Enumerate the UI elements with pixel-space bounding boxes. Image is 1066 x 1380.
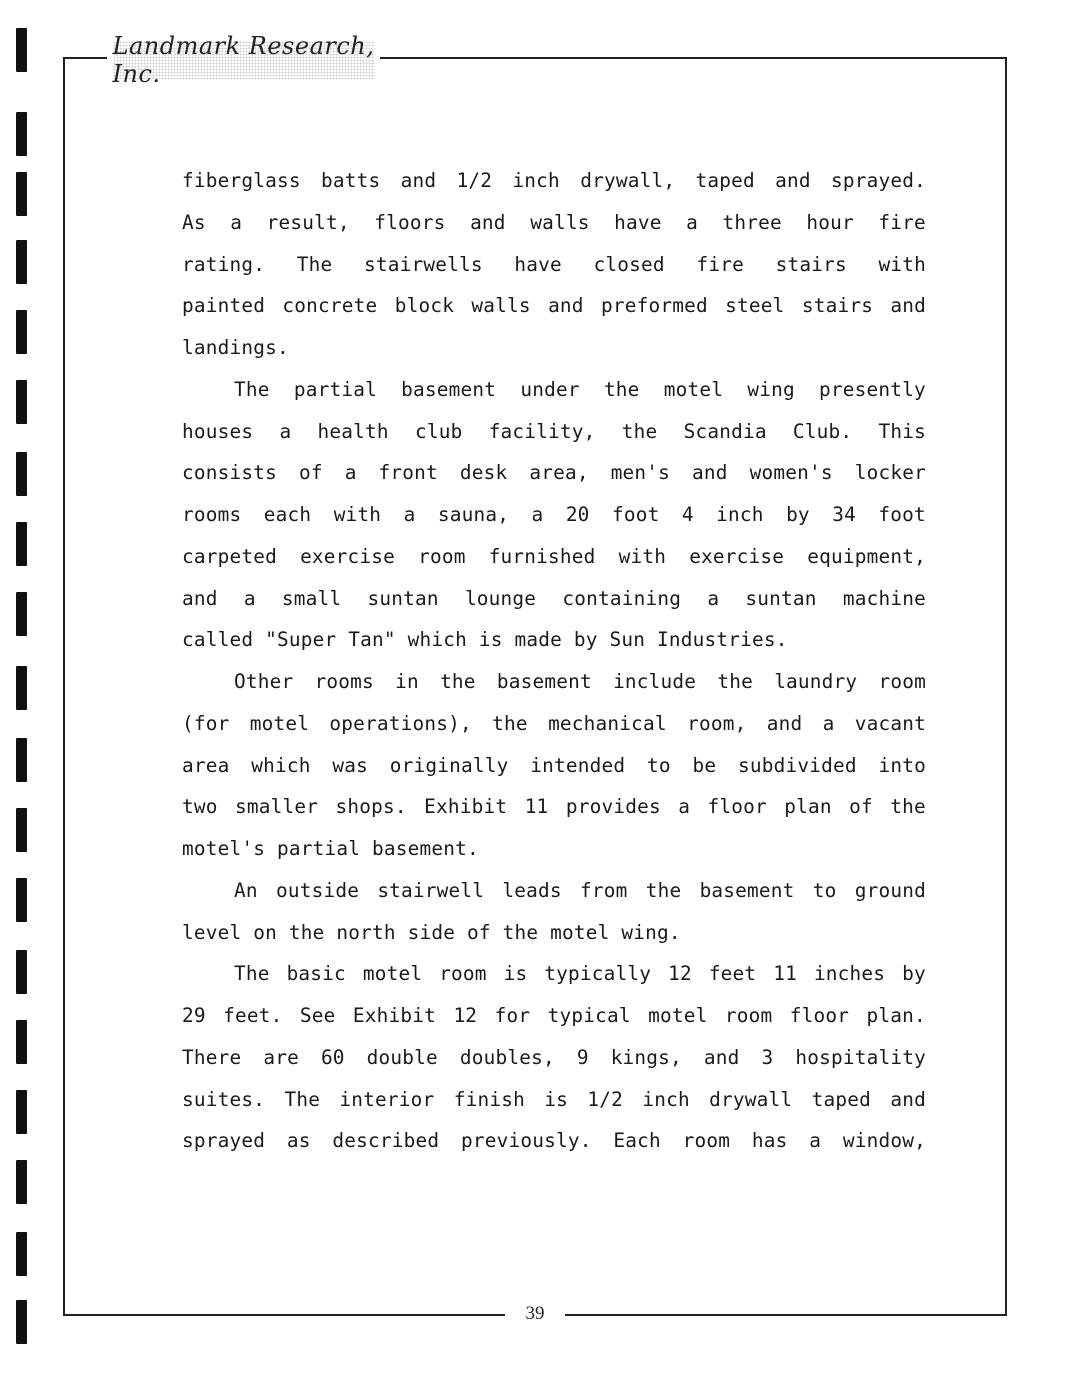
word: interior xyxy=(339,1087,435,1111)
word: 4 xyxy=(681,503,694,526)
word: room xyxy=(418,544,466,568)
word: locker xyxy=(854,461,926,485)
word: laundry xyxy=(774,670,858,693)
word: rooms xyxy=(314,670,374,693)
text-line xyxy=(182,995,926,1037)
word: foot xyxy=(878,503,926,526)
word: which xyxy=(251,753,311,777)
word: inch xyxy=(716,503,764,526)
word: There xyxy=(182,1045,242,1069)
word: club xyxy=(414,419,463,443)
word: be xyxy=(692,753,717,777)
binding-hole xyxy=(16,1232,27,1276)
letterhead xyxy=(107,32,380,88)
word: by xyxy=(902,962,926,986)
word: 1/2 xyxy=(587,1087,624,1111)
word: has xyxy=(751,1129,788,1153)
word: front xyxy=(378,461,438,485)
binding-hole xyxy=(16,950,27,994)
word: a xyxy=(243,586,256,610)
word: finish xyxy=(453,1087,525,1111)
binding-hole xyxy=(16,1090,27,1134)
word: concrete xyxy=(282,294,378,318)
word: furnished xyxy=(488,544,596,568)
word: facility, xyxy=(488,419,596,443)
text-line xyxy=(182,411,926,453)
word: Other xyxy=(234,670,294,693)
binding-hole xyxy=(16,452,27,496)
word: carpeted xyxy=(182,544,277,568)
word: suites. xyxy=(182,1087,266,1111)
word: the xyxy=(621,419,658,443)
text-line xyxy=(182,494,926,536)
word: two xyxy=(182,795,218,819)
word: 20 xyxy=(565,503,590,526)
word: area xyxy=(182,753,230,777)
word: a xyxy=(809,1129,822,1153)
text-line xyxy=(182,870,926,912)
word: rating. xyxy=(182,252,266,276)
binding-hole xyxy=(16,172,27,216)
word: foot xyxy=(611,503,660,526)
word: three xyxy=(722,210,782,234)
word: inch xyxy=(512,169,560,192)
word: and xyxy=(703,1045,740,1069)
word: basement xyxy=(496,670,592,693)
word: 3 xyxy=(761,1045,774,1069)
text-line xyxy=(182,244,926,286)
text-line xyxy=(182,703,926,745)
binding-hole xyxy=(16,592,27,636)
word: with xyxy=(333,503,382,526)
word: The xyxy=(234,377,270,401)
word: shops. xyxy=(335,795,407,819)
word: is xyxy=(544,1087,569,1111)
text-line xyxy=(182,786,926,828)
binding-hole xyxy=(16,522,27,566)
word: block xyxy=(394,294,455,318)
word: batts xyxy=(321,169,381,192)
word: hour xyxy=(806,210,854,234)
word: Club. xyxy=(792,419,853,443)
word: The xyxy=(296,252,333,276)
word: Each xyxy=(613,1129,661,1153)
word: inches xyxy=(813,962,886,986)
word: suntan xyxy=(745,586,817,610)
word: intended xyxy=(530,753,626,777)
word: consists xyxy=(182,461,277,485)
word: typical xyxy=(547,1004,631,1027)
word: closed xyxy=(593,252,665,276)
word: subdivided xyxy=(738,753,857,777)
word: room xyxy=(878,670,926,693)
word: a xyxy=(403,503,416,526)
word: stairwell xyxy=(377,878,485,902)
text-line: landings. xyxy=(182,336,289,359)
word: and xyxy=(692,461,728,485)
word: walls xyxy=(530,210,590,234)
word: small xyxy=(281,586,342,610)
word: sprayed. xyxy=(831,169,926,192)
word: See xyxy=(299,1004,336,1027)
word: fire xyxy=(878,210,926,234)
word: preformed xyxy=(600,294,708,318)
word: (for xyxy=(182,711,230,735)
word: and xyxy=(890,294,926,318)
word: the xyxy=(717,670,753,693)
word: a xyxy=(230,210,243,234)
word: room, xyxy=(687,711,747,735)
word: smaller xyxy=(235,795,319,819)
text-line xyxy=(182,661,926,703)
word: with xyxy=(878,252,926,276)
word: typically xyxy=(544,962,652,986)
word: 12 xyxy=(453,1004,478,1027)
binding-hole xyxy=(16,808,27,852)
word: and xyxy=(548,294,584,318)
page-number: 39 xyxy=(505,1300,565,1328)
text-line xyxy=(182,745,926,787)
word: the xyxy=(492,711,528,735)
word: 12 xyxy=(668,962,692,986)
word: doubles, xyxy=(459,1045,555,1069)
word: plan. xyxy=(866,1004,926,1027)
word: stairs xyxy=(775,252,847,276)
word: floor xyxy=(789,1004,850,1027)
word: 60 xyxy=(320,1045,345,1069)
word: to xyxy=(812,878,837,902)
word: taped xyxy=(811,1087,871,1111)
word: the xyxy=(645,878,682,902)
word: partial xyxy=(293,377,377,401)
word: and xyxy=(470,210,506,234)
word: described xyxy=(332,1129,440,1153)
word: into xyxy=(878,753,926,777)
word: have xyxy=(514,252,562,276)
word: The xyxy=(234,962,270,986)
word: 11 xyxy=(773,962,797,986)
word: for xyxy=(494,1004,531,1027)
word: fire xyxy=(696,252,744,276)
word: was xyxy=(332,753,368,777)
word: 29 xyxy=(182,1004,206,1027)
word: room xyxy=(682,1129,731,1153)
word: wing xyxy=(747,377,795,401)
word: taped xyxy=(695,169,755,192)
binding-hole xyxy=(16,1020,27,1064)
word: by xyxy=(786,503,810,526)
word: painted xyxy=(182,294,266,318)
binding-hole xyxy=(16,112,27,156)
word: and xyxy=(890,1087,926,1111)
word: the xyxy=(890,795,926,819)
word: men's xyxy=(610,461,671,485)
word: kings, xyxy=(610,1045,682,1069)
word: As xyxy=(182,210,206,234)
text-line: level on the north side of the motel wing. xyxy=(182,920,681,944)
word: and xyxy=(775,169,811,192)
word: room xyxy=(439,962,487,986)
word: motel xyxy=(663,377,724,401)
word: lounge xyxy=(464,586,537,610)
word: originally xyxy=(389,753,509,777)
word: drywall, xyxy=(580,169,676,192)
text-line xyxy=(182,285,926,327)
word: to xyxy=(647,753,671,777)
body-text xyxy=(182,160,926,1162)
binding-hole xyxy=(16,1160,27,1204)
word: containing xyxy=(562,586,682,610)
word: with xyxy=(618,544,667,568)
word: equipment, xyxy=(807,544,926,568)
text-line: motel's partial basement. xyxy=(182,837,479,860)
text-line xyxy=(182,536,926,578)
word: a xyxy=(686,210,698,234)
word: fiberglass xyxy=(182,169,301,192)
word: An xyxy=(234,878,258,902)
word: a xyxy=(531,503,544,526)
word: plan xyxy=(784,795,832,819)
word: the xyxy=(440,670,476,693)
word: 1/2 xyxy=(456,169,493,192)
word: 9 xyxy=(576,1045,589,1069)
binding-hole xyxy=(16,878,27,922)
word: sprayed xyxy=(182,1129,266,1153)
binding-hole xyxy=(16,738,27,782)
text-line xyxy=(182,953,926,995)
binding-hole xyxy=(16,666,27,710)
word: stairs xyxy=(801,294,874,318)
word: basic xyxy=(286,962,346,986)
word: of xyxy=(298,461,323,485)
word: under xyxy=(520,377,580,401)
word: the xyxy=(603,377,640,401)
binding-hole xyxy=(16,28,27,72)
word: area, xyxy=(529,461,589,485)
word: are xyxy=(263,1045,299,1069)
word: room xyxy=(724,1004,773,1027)
text-line xyxy=(182,1079,926,1121)
word: exercise xyxy=(689,544,785,568)
word: women's xyxy=(749,461,833,485)
text-line xyxy=(182,202,926,244)
word: rooms xyxy=(182,503,242,526)
word: desk xyxy=(459,461,508,485)
word: suntan xyxy=(367,586,439,610)
word: feet xyxy=(708,962,757,986)
word: steel xyxy=(725,294,785,318)
word: a xyxy=(279,419,292,443)
word: motel xyxy=(362,962,423,986)
word: This xyxy=(878,419,926,443)
text-line xyxy=(182,160,926,202)
word: basement xyxy=(699,878,795,902)
word: floors xyxy=(374,210,446,234)
word: Exhibit xyxy=(424,795,508,819)
word: mechanical xyxy=(548,711,667,735)
word: exercise xyxy=(300,544,396,568)
word: result, xyxy=(266,210,350,234)
word: ground xyxy=(854,878,926,902)
binding-holes xyxy=(0,0,40,1380)
word: leads xyxy=(502,878,562,902)
word: of xyxy=(849,795,873,819)
word: window, xyxy=(842,1129,926,1153)
word: drywall xyxy=(709,1087,793,1111)
word: is xyxy=(503,962,528,986)
word: inch xyxy=(642,1087,690,1111)
word: operations), xyxy=(329,711,472,735)
binding-hole xyxy=(16,240,27,284)
word: a xyxy=(678,795,691,819)
binding-hole xyxy=(16,1300,27,1344)
binding-hole xyxy=(16,380,27,424)
text-line xyxy=(182,369,926,411)
text-line: called "Super Tan" which is made by Sun Industries. xyxy=(182,628,788,652)
word: have xyxy=(614,210,662,234)
text-line xyxy=(182,1037,926,1079)
letterhead-logo: Landmark Research, Inc. xyxy=(112,32,375,88)
word: a xyxy=(707,586,720,610)
word: each xyxy=(263,503,312,526)
word: houses xyxy=(182,419,254,443)
word: 34 xyxy=(832,503,856,526)
word: stairwells xyxy=(364,252,483,276)
word: motel xyxy=(648,1004,708,1027)
word: basement xyxy=(401,377,497,401)
word: double xyxy=(366,1045,438,1069)
text-line xyxy=(182,452,926,494)
word: sauna, xyxy=(437,503,510,526)
word: motel xyxy=(249,711,310,735)
word: walls xyxy=(471,294,531,318)
word: include xyxy=(613,670,697,693)
word: and xyxy=(766,711,803,735)
word: health xyxy=(317,419,389,443)
text-line xyxy=(182,1120,926,1162)
word: a xyxy=(344,461,357,485)
word: 11 xyxy=(524,795,549,819)
word: Scandia xyxy=(683,419,767,443)
binding-hole xyxy=(16,310,27,354)
word: from xyxy=(580,878,628,902)
word: feet. xyxy=(223,1004,283,1027)
word: hospitality xyxy=(795,1045,926,1069)
text-line xyxy=(182,578,926,620)
word: previously. xyxy=(461,1129,592,1153)
word: and xyxy=(182,586,218,610)
word: as xyxy=(286,1129,311,1153)
word: machine xyxy=(842,586,926,610)
word: The xyxy=(284,1087,321,1111)
word: presently xyxy=(819,377,926,401)
word: provides xyxy=(565,795,661,819)
word: vacant xyxy=(854,711,926,735)
word: floor xyxy=(707,795,767,819)
word: and xyxy=(400,169,437,192)
word: Exhibit xyxy=(352,1004,437,1027)
word: a xyxy=(822,711,835,735)
word: in xyxy=(395,670,419,693)
word: outside xyxy=(275,878,360,902)
